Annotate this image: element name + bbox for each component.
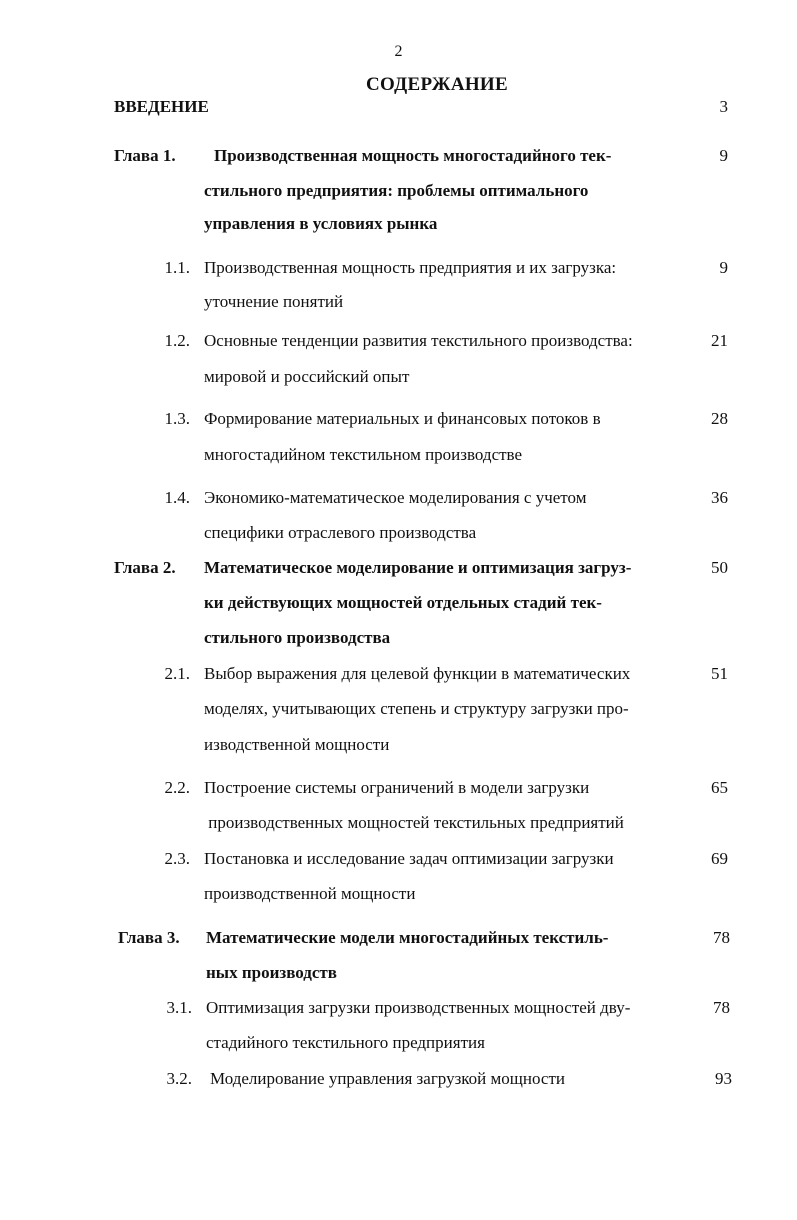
section-number: 2.3. [164, 849, 190, 868]
page-title: СОДЕРЖАНИЕ [366, 74, 508, 95]
section-page: 65 [711, 778, 728, 797]
intro-page: 3 [719, 97, 728, 116]
chapter-2-title-line: стильного производства [204, 628, 391, 647]
section-number: 3.2. [166, 1069, 192, 1088]
section-title-line: Производственная мощность предприятия и их загрузка: [204, 258, 617, 277]
chapter-3-label: Глава 3. [118, 928, 180, 947]
section-number: 2.1. [164, 664, 190, 683]
section-title-line: специфики отраслевого производства [204, 523, 477, 542]
chapter-3-title-line: ных производств [206, 963, 337, 982]
chapter-1-title-line: управления в условиях рынка [204, 214, 438, 233]
section-title-line: многостадийном текстильном производстве [204, 445, 523, 464]
chapter-2-title-line: Математическое моделирование и оптимизация загруз- [204, 558, 632, 577]
chapter-1-label: Глава 1. [114, 146, 176, 165]
section-page: 78 [713, 998, 730, 1017]
section-title-line: Формирование материальных и финансовых потоков в [204, 409, 601, 428]
section-title-line: Построение системы ограничений в модели загрузки [204, 778, 590, 797]
section-number: 2.2. [164, 778, 190, 797]
section-page: 51 [711, 664, 728, 683]
section-page: 21 [711, 331, 728, 350]
section-title-line: Экономико-математическое моделирования с учетом [204, 488, 587, 507]
section-number: 1.3. [164, 409, 190, 428]
section-title-line: Оптимизация загрузки производственных мощностей дву- [206, 998, 631, 1017]
section-number: 1.2. [164, 331, 190, 350]
section-page: 9 [719, 258, 728, 277]
section-page: 69 [711, 849, 728, 868]
section-title-line: изводственной мощности [204, 735, 390, 754]
section-title-line: мировой и российский опыт [204, 367, 410, 386]
section-title-line: Выбор выражения для целевой функции в математических [204, 664, 631, 683]
chapter-1-page: 9 [719, 146, 728, 165]
section-title-line: уточнение понятий [204, 292, 344, 311]
chapter-1-title-line: Производственная мощность многостадийного тек- [214, 146, 612, 165]
section-title-line: Моделирование управления загрузкой мощности [210, 1069, 565, 1088]
chapter-2-label: Глава 2. [114, 558, 176, 577]
chapter-2-title-line: ки действующих мощностей отдельных стадий тек- [204, 593, 602, 612]
section-number: 3.1. [166, 998, 192, 1017]
chapter-2-page: 50 [711, 558, 728, 577]
section-title-line: Основные тенденции развития текстильного производства: [204, 331, 633, 350]
section-page: 28 [711, 409, 728, 428]
section-number: 1.1. [164, 258, 190, 277]
page-number: 2 [394, 43, 403, 60]
section-title-line: стадийного текстильного предприятия [206, 1033, 485, 1052]
section-page: 93 [715, 1069, 732, 1088]
chapter-3-page: 78 [713, 928, 730, 947]
section-title-line: производственной мощности [204, 884, 416, 903]
chapter-3-title-line: Математические модели многостадийных текстиль- [206, 928, 609, 947]
intro-label: ВВЕДЕНИЕ [114, 97, 209, 116]
section-number: 1.4. [164, 488, 190, 507]
section-page: 36 [711, 488, 728, 507]
section-title-line: производственных мощностей текстильных предприятий [204, 813, 624, 832]
section-title-line: моделях, учитывающих степень и структуру загрузки про- [204, 699, 629, 718]
chapter-1-title-line: стильного предприятия: проблемы оптимального [204, 181, 589, 200]
section-title-line: Постановка и исследование задач оптимизации загрузки [204, 849, 614, 868]
